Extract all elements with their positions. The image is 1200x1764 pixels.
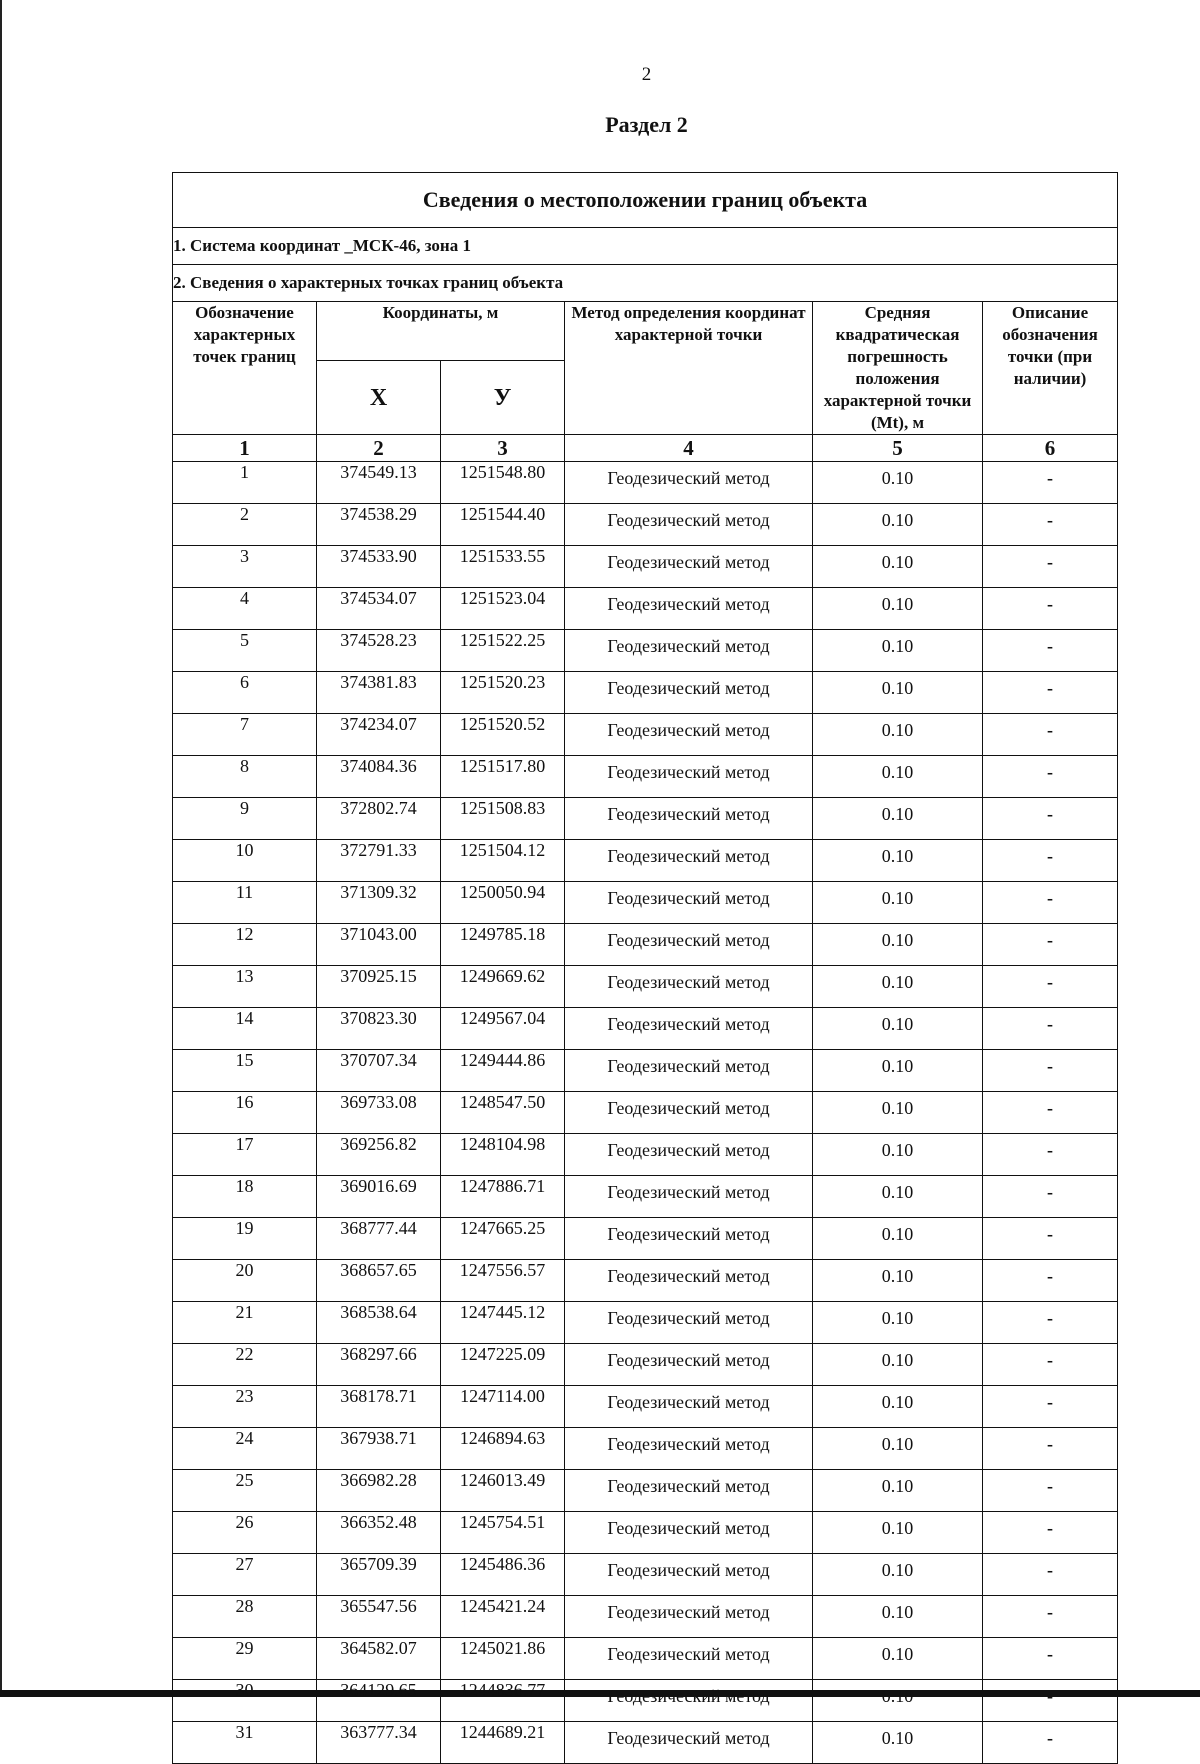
coordinate-x: 374381.83 <box>317 672 441 714</box>
point-number: 3 <box>173 546 317 588</box>
coordinate-x: 370823.30 <box>317 1008 441 1050</box>
header-coordinates: Координаты, м <box>317 302 565 361</box>
description: - <box>983 798 1118 840</box>
header-description: Описание обозначения точки (при наличии) <box>983 302 1118 435</box>
method: Геодезический метод <box>565 1512 813 1554</box>
coordinate-y: 1251517.80 <box>441 756 565 798</box>
coordinate-x: 372791.33 <box>317 840 441 882</box>
method: Геодезический метод <box>565 1428 813 1470</box>
description: - <box>983 546 1118 588</box>
method: Геодезический метод <box>565 840 813 882</box>
point-number: 5 <box>173 630 317 672</box>
column-number: 5 <box>813 435 983 462</box>
method: Геодезический метод <box>565 1596 813 1638</box>
description: - <box>983 1008 1118 1050</box>
coordinate-x: 368777.44 <box>317 1218 441 1260</box>
point-number: 23 <box>173 1386 317 1428</box>
method: Геодезический метод <box>565 1638 813 1680</box>
method: Геодезический метод <box>565 630 813 672</box>
error-value: 0.10 <box>813 462 983 504</box>
description: - <box>983 1680 1118 1722</box>
description: - <box>983 1722 1118 1764</box>
method: Геодезический метод <box>565 1386 813 1428</box>
point-number: 28 <box>173 1596 317 1638</box>
error-value: 0.10 <box>813 588 983 630</box>
column-number: 6 <box>983 435 1118 462</box>
coordinate-y: 1245421.24 <box>441 1596 565 1638</box>
point-number: 11 <box>173 882 317 924</box>
point-number: 22 <box>173 1344 317 1386</box>
table-row <box>173 924 1118 966</box>
coordinate-x: 364582.07 <box>317 1638 441 1680</box>
point-number: 24 <box>173 1428 317 1470</box>
description: - <box>983 1050 1118 1092</box>
table-row <box>173 1134 1118 1176</box>
error-value: 0.10 <box>813 1218 983 1260</box>
error-value: 0.10 <box>813 1554 983 1596</box>
point-number: 25 <box>173 1470 317 1512</box>
method: Геодезический метод <box>565 1470 813 1512</box>
table-row <box>173 588 1118 630</box>
table-caption: Сведения о местоположении границ объекта <box>173 173 1118 228</box>
error-value: 0.10 <box>813 1722 983 1764</box>
coordinate-x: 374234.07 <box>317 714 441 756</box>
point-number: 31 <box>173 1722 317 1764</box>
table-row <box>173 1302 1118 1344</box>
coordinate-y: 1248547.50 <box>441 1092 565 1134</box>
point-number: 26 <box>173 1512 317 1554</box>
description: - <box>983 672 1118 714</box>
method: Геодезический метод <box>565 714 813 756</box>
point-number: 19 <box>173 1218 317 1260</box>
table-row <box>173 1638 1118 1680</box>
point-number: 18 <box>173 1176 317 1218</box>
coordinate-x: 364129.65 <box>317 1680 441 1722</box>
point-number: 13 <box>173 966 317 1008</box>
description: - <box>983 1596 1118 1638</box>
coordinate-x: 374534.07 <box>317 588 441 630</box>
method: Геодезический метод <box>565 1260 813 1302</box>
coordinate-x: 371309.32 <box>317 882 441 924</box>
boundary-points-table <box>172 172 1118 1764</box>
coordinate-y: 1247445.12 <box>441 1302 565 1344</box>
description: - <box>983 714 1118 756</box>
coordinate-y: 1251520.52 <box>441 714 565 756</box>
method: Геодезический метод <box>565 504 813 546</box>
column-number: 1 <box>173 435 317 462</box>
coordinate-y: 1245486.36 <box>441 1554 565 1596</box>
coordinate-x: 371043.00 <box>317 924 441 966</box>
column-numbers-row <box>173 435 1118 462</box>
coordinate-y: 1249785.18 <box>441 924 565 966</box>
description: - <box>983 1260 1118 1302</box>
error-value: 0.10 <box>813 714 983 756</box>
method: Геодезический метод <box>565 1134 813 1176</box>
coordinate-y: 1247886.71 <box>441 1176 565 1218</box>
coordinate-y: 1251523.04 <box>441 588 565 630</box>
point-number: 2 <box>173 504 317 546</box>
method: Геодезический метод <box>565 1680 813 1722</box>
point-number: 20 <box>173 1260 317 1302</box>
error-value: 0.10 <box>813 1260 983 1302</box>
method: Геодезический метод <box>565 588 813 630</box>
point-number: 14 <box>173 1008 317 1050</box>
table-row <box>173 1512 1118 1554</box>
table-row <box>173 1008 1118 1050</box>
description: - <box>983 1218 1118 1260</box>
coordinate-y: 1244689.21 <box>441 1722 565 1764</box>
error-value: 0.10 <box>813 504 983 546</box>
coordinate-x: 370925.15 <box>317 966 441 1008</box>
points-heading: 2. Сведения о характерных точках границ объекта <box>173 265 1118 302</box>
description: - <box>983 1428 1118 1470</box>
error-value: 0.10 <box>813 630 983 672</box>
coordinate-y: 1249444.86 <box>441 1050 565 1092</box>
point-number: 16 <box>173 1092 317 1134</box>
error-value: 0.10 <box>813 1512 983 1554</box>
header-designation: Обозначение характерных точек границ <box>173 302 317 435</box>
table-row <box>173 672 1118 714</box>
coordinate-y: 1245021.86 <box>441 1638 565 1680</box>
error-value: 0.10 <box>813 1176 983 1218</box>
coordinate-y: 1251522.25 <box>441 630 565 672</box>
coordinate-y: 1247556.57 <box>441 1260 565 1302</box>
point-number: 6 <box>173 672 317 714</box>
error-value: 0.10 <box>813 1008 983 1050</box>
method: Геодезический метод <box>565 924 813 966</box>
method: Геодезический метод <box>565 1722 813 1764</box>
coordinate-y: 1251533.55 <box>441 546 565 588</box>
header-method: Метод определения координат характерной точки <box>565 302 813 435</box>
table-row <box>173 1428 1118 1470</box>
coordinate-x: 374538.29 <box>317 504 441 546</box>
point-number: 12 <box>173 924 317 966</box>
page-number: 2 <box>641 64 652 85</box>
error-value: 0.10 <box>813 546 983 588</box>
coordinate-x: 365709.39 <box>317 1554 441 1596</box>
column-number: 2 <box>317 435 441 462</box>
error-value: 0.10 <box>813 924 983 966</box>
column-number: 3 <box>441 435 565 462</box>
coordinate-x: 368657.65 <box>317 1260 441 1302</box>
coordinate-x: 369733.08 <box>317 1092 441 1134</box>
coordinate-y: 1245754.51 <box>441 1512 565 1554</box>
table-row <box>173 1344 1118 1386</box>
error-value: 0.10 <box>813 1092 983 1134</box>
table-row <box>173 462 1118 504</box>
header-error: Средняя квадратическая погрешность положения характерной точки (Mt), м <box>813 302 983 435</box>
point-number: 1 <box>173 462 317 504</box>
method: Геодезический метод <box>565 966 813 1008</box>
table-row <box>173 546 1118 588</box>
table-row <box>173 1050 1118 1092</box>
coordinate-x: 366352.48 <box>317 1512 441 1554</box>
coordinate-y: 1251544.40 <box>441 504 565 546</box>
coordinate-y: 1251520.23 <box>441 672 565 714</box>
header-y: У <box>441 361 565 435</box>
coordinate-y: 1246894.63 <box>441 1428 565 1470</box>
section-title: Раздел 2 <box>605 112 688 137</box>
error-value: 0.10 <box>813 1428 983 1470</box>
method: Геодезический метод <box>565 1176 813 1218</box>
coordinate-x: 369016.69 <box>317 1176 441 1218</box>
error-value: 0.10 <box>813 1680 983 1722</box>
table-row <box>173 714 1118 756</box>
table-row <box>173 966 1118 1008</box>
description: - <box>983 1302 1118 1344</box>
coordinate-y: 1249669.62 <box>441 966 565 1008</box>
error-value: 0.10 <box>813 966 983 1008</box>
description: - <box>983 924 1118 966</box>
description: - <box>983 966 1118 1008</box>
point-number: 8 <box>173 756 317 798</box>
header-row <box>173 302 1118 361</box>
coordinate-x: 369256.82 <box>317 1134 441 1176</box>
error-value: 0.10 <box>813 1470 983 1512</box>
error-value: 0.10 <box>813 1638 983 1680</box>
method: Геодезический метод <box>565 1344 813 1386</box>
coordinate-system-row <box>173 228 1118 265</box>
point-number: 27 <box>173 1554 317 1596</box>
table-row <box>173 840 1118 882</box>
method: Геодезический метод <box>565 1554 813 1596</box>
description: - <box>983 756 1118 798</box>
error-value: 0.10 <box>813 1050 983 1092</box>
table-row <box>173 504 1118 546</box>
point-number: 4 <box>173 588 317 630</box>
coordinate-y: 1249567.04 <box>441 1008 565 1050</box>
coordinate-y: 1248104.98 <box>441 1134 565 1176</box>
table-row <box>173 630 1118 672</box>
description: - <box>983 588 1118 630</box>
table-caption-row <box>173 173 1118 228</box>
point-number: 10 <box>173 840 317 882</box>
coordinate-y: 1246013.49 <box>441 1470 565 1512</box>
coordinate-y: 1247114.00 <box>441 1386 565 1428</box>
method: Геодезический метод <box>565 756 813 798</box>
header-x: X <box>317 361 441 435</box>
description: - <box>983 1134 1118 1176</box>
error-value: 0.10 <box>813 672 983 714</box>
table-row <box>173 1176 1118 1218</box>
scan-edge-left <box>0 0 2 1697</box>
table-row <box>173 1092 1118 1134</box>
points-heading-row <box>173 265 1118 302</box>
table-row <box>173 1386 1118 1428</box>
description: - <box>983 462 1118 504</box>
coordinate-x: 372802.74 <box>317 798 441 840</box>
table-row <box>173 1722 1118 1764</box>
coordinate-x: 367938.71 <box>317 1428 441 1470</box>
point-number: 17 <box>173 1134 317 1176</box>
description: - <box>983 1554 1118 1596</box>
error-value: 0.10 <box>813 798 983 840</box>
method: Геодезический метод <box>565 1050 813 1092</box>
error-value: 0.10 <box>813 1134 983 1176</box>
coordinate-x: 368297.66 <box>317 1344 441 1386</box>
coordinate-x: 374528.23 <box>317 630 441 672</box>
description: - <box>983 1176 1118 1218</box>
table-row <box>173 1554 1118 1596</box>
error-value: 0.10 <box>813 882 983 924</box>
coordinate-x: 368538.64 <box>317 1302 441 1344</box>
coordinate-y: 1247225.09 <box>441 1344 565 1386</box>
description: - <box>983 1638 1118 1680</box>
description: - <box>983 1512 1118 1554</box>
description: - <box>983 840 1118 882</box>
description: - <box>983 1092 1118 1134</box>
table-row <box>173 1260 1118 1302</box>
error-value: 0.10 <box>813 1386 983 1428</box>
description: - <box>983 1344 1118 1386</box>
error-value: 0.10 <box>813 1596 983 1638</box>
point-number: 30 <box>173 1680 317 1722</box>
coordinate-x: 374533.90 <box>317 546 441 588</box>
coordinate-x: 374549.13 <box>317 462 441 504</box>
description: - <box>983 630 1118 672</box>
coordinate-x: 370707.34 <box>317 1050 441 1092</box>
method: Геодезический метод <box>565 546 813 588</box>
coordinate-x: 363777.34 <box>317 1722 441 1764</box>
point-number: 21 <box>173 1302 317 1344</box>
coordinate-x: 365547.56 <box>317 1596 441 1638</box>
method: Геодезический метод <box>565 462 813 504</box>
coordinate-system: 1. Система координат _МСК-46, зона 1 <box>173 228 1118 265</box>
error-value: 0.10 <box>813 1344 983 1386</box>
description: - <box>983 504 1118 546</box>
description: - <box>983 1386 1118 1428</box>
table-row <box>173 1680 1118 1722</box>
description: - <box>983 1470 1118 1512</box>
method: Геодезический метод <box>565 1092 813 1134</box>
table-row <box>173 882 1118 924</box>
coordinate-y: 1250050.94 <box>441 882 565 924</box>
table-row <box>173 756 1118 798</box>
table-row <box>173 1470 1118 1512</box>
description: - <box>983 882 1118 924</box>
error-value: 0.10 <box>813 756 983 798</box>
point-number: 7 <box>173 714 317 756</box>
coordinate-x: 366982.28 <box>317 1470 441 1512</box>
coordinate-y: 1251504.12 <box>441 840 565 882</box>
method: Геодезический метод <box>565 1218 813 1260</box>
coordinate-x: 374084.36 <box>317 756 441 798</box>
point-number: 29 <box>173 1638 317 1680</box>
point-number: 15 <box>173 1050 317 1092</box>
method: Геодезический метод <box>565 798 813 840</box>
column-number: 4 <box>565 435 813 462</box>
method: Геодезический метод <box>565 1302 813 1344</box>
method: Геодезический метод <box>565 1008 813 1050</box>
coordinate-y: 1247665.25 <box>441 1218 565 1260</box>
coordinate-y: 1244836.77 <box>441 1680 565 1722</box>
method: Геодезический метод <box>565 882 813 924</box>
coordinate-y: 1251508.83 <box>441 798 565 840</box>
table-row <box>173 1218 1118 1260</box>
point-number: 9 <box>173 798 317 840</box>
table-row <box>173 1596 1118 1638</box>
coordinate-x: 368178.71 <box>317 1386 441 1428</box>
method: Геодезический метод <box>565 672 813 714</box>
error-value: 0.10 <box>813 840 983 882</box>
coordinate-y: 1251548.80 <box>441 462 565 504</box>
table-row <box>173 798 1118 840</box>
error-value: 0.10 <box>813 1302 983 1344</box>
